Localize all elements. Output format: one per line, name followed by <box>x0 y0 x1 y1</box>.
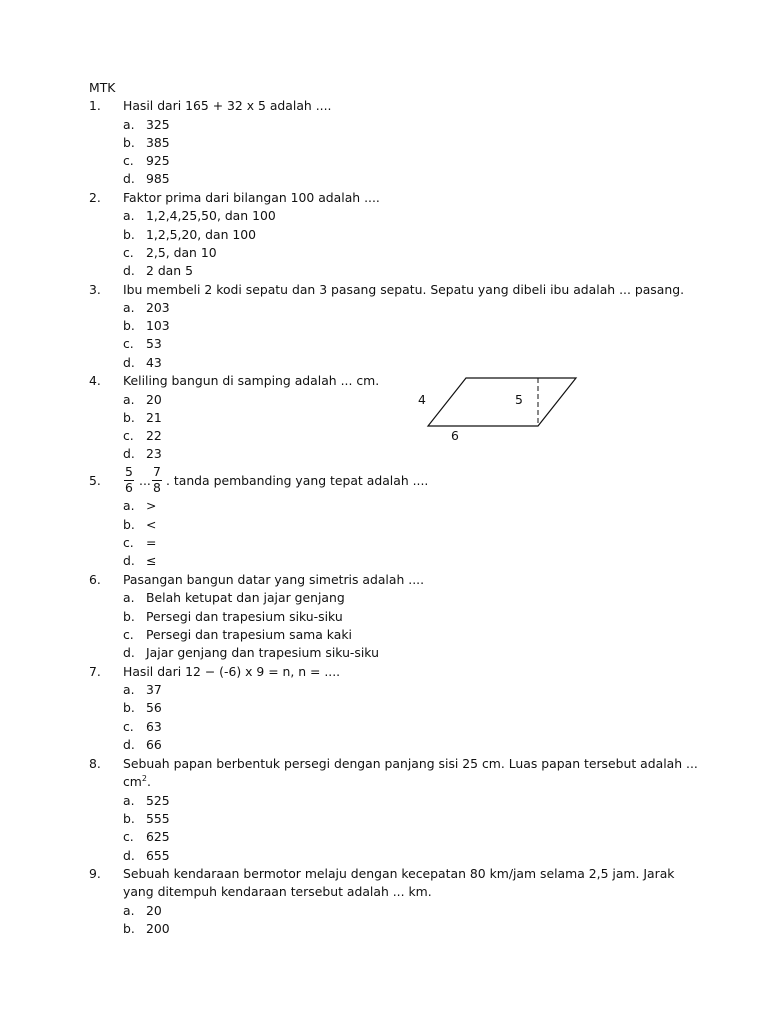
figure-base-label: 6 <box>451 428 459 443</box>
sentence-end: . <box>146 774 151 789</box>
option-letter: c. <box>123 829 134 844</box>
option-letter: d. <box>123 737 135 752</box>
option-text: 103 <box>146 318 170 333</box>
question-number: 4. <box>89 373 101 388</box>
figure-side-label: 4 <box>418 392 426 407</box>
option-text: 56 <box>146 700 162 715</box>
fraction-numerator: 5 <box>125 464 133 479</box>
option-text: Persegi dan trapesium siku-siku <box>146 609 343 624</box>
option-letter: d. <box>123 171 135 186</box>
option-text: 20 <box>146 903 162 918</box>
option-letter: a. <box>123 682 135 697</box>
option-letter: c. <box>123 719 134 734</box>
option-text: 925 <box>146 153 170 168</box>
option-text: 66 <box>146 737 162 752</box>
document-title: MTK <box>89 80 116 95</box>
option-letter: b. <box>123 410 135 425</box>
option-text: ≤ <box>146 553 157 568</box>
option-letter: b. <box>123 517 135 532</box>
option-letter: a. <box>123 208 135 223</box>
parallelogram-figure <box>420 370 580 430</box>
option-text: 655 <box>146 848 170 863</box>
option-letter: b. <box>123 318 135 333</box>
option-letter: b. <box>123 135 135 150</box>
option-text: > <box>146 498 157 513</box>
option-letter: d. <box>123 263 135 278</box>
option-text: 200 <box>146 921 170 936</box>
option-text: 63 <box>146 719 162 734</box>
option-text: 20 <box>146 392 162 407</box>
option-text: < <box>146 517 157 532</box>
fraction-denominator: 8 <box>153 480 161 495</box>
question-number: 7. <box>89 664 101 679</box>
fraction-numerator: 7 <box>153 464 161 479</box>
question-text-continuation: yang ditempuh kendaraan tersebut adalah ... km. <box>123 884 432 899</box>
question-text: Ibu membeli 2 kodi sepatu dan 3 pasang sepatu. Sepatu yang dibeli ibu adalah ... pasang. <box>123 282 685 297</box>
question-number: 1. <box>89 98 101 113</box>
question-text: Sebuah kendaraan bermotor melaju dengan kecepatan 80 km/jam selama 2,5 jam. Jarak <box>123 866 675 881</box>
option-letter: a. <box>123 300 135 315</box>
option-letter: b. <box>123 811 135 826</box>
option-text: 525 <box>146 793 170 808</box>
option-text: 1,2,5,20, dan 100 <box>146 227 257 242</box>
option-letter: c. <box>123 153 134 168</box>
question-number: 3. <box>89 282 101 297</box>
option-letter: a. <box>123 590 135 605</box>
option-letter: b. <box>123 921 135 936</box>
option-text: 21 <box>146 410 162 425</box>
option-text: 385 <box>146 135 170 150</box>
option-letter: c. <box>123 535 134 550</box>
option-letter: d. <box>123 355 135 370</box>
option-letter: a. <box>123 117 135 132</box>
option-letter: b. <box>123 227 135 242</box>
option-text: Persegi dan trapesium sama kaki <box>146 627 352 642</box>
option-text: Belah ketupat dan jajar genjang <box>146 590 345 605</box>
option-letter: d. <box>123 645 135 660</box>
question-number: 8. <box>89 756 101 771</box>
option-text: 625 <box>146 829 170 844</box>
option-letter: b. <box>123 700 135 715</box>
option-text: 43 <box>146 355 162 370</box>
option-letter: d. <box>123 553 135 568</box>
option-text: 325 <box>146 117 170 132</box>
option-letter: d. <box>123 848 135 863</box>
parallelogram-shape <box>428 378 576 426</box>
option-text: 37 <box>146 682 162 697</box>
option-text: 23 <box>146 446 162 461</box>
question-number: 6. <box>89 572 101 587</box>
unit-superscript: 2 <box>141 773 147 783</box>
option-text: 22 <box>146 428 162 443</box>
question-text: Hasil dari 165 + 32 x 5 adalah .... <box>123 98 332 113</box>
question-text-continuation <box>123 774 151 790</box>
question-text: Faktor prima dari bilangan 100 adalah .... <box>123 190 380 205</box>
option-letter: c. <box>123 627 134 642</box>
fraction-denominator: 6 <box>125 480 133 495</box>
comparison-dots: ... <box>139 473 151 488</box>
option-text: 985 <box>146 171 170 186</box>
question-number: 5. <box>89 473 101 488</box>
option-letter: a. <box>123 903 135 918</box>
unit-text: cm <box>123 774 142 789</box>
option-text: 2,5, dan 10 <box>146 245 217 260</box>
question-text: Keliling bangun di samping adalah ... cm. <box>123 373 380 388</box>
figure-height-label: 5 <box>515 392 523 407</box>
option-letter: a. <box>123 498 135 513</box>
option-letter: c. <box>123 428 134 443</box>
question-text: Sebuah papan berbentuk persegi dengan panjang sisi 25 cm. Luas papan tersebut adalah ... <box>123 756 698 771</box>
question-text: Hasil dari 12 − (-6) x 9 = n, n = .... <box>123 664 341 679</box>
question-number: 9. <box>89 866 101 881</box>
question-text: . tanda pembanding yang tepat adalah .... <box>166 473 429 488</box>
question-number: 2. <box>89 190 101 205</box>
option-letter: a. <box>123 392 135 407</box>
option-letter: a. <box>123 793 135 808</box>
option-text: 2 dan 5 <box>146 263 193 278</box>
option-text: 203 <box>146 300 170 315</box>
option-text: = <box>146 535 157 550</box>
option-letter: b. <box>123 609 135 624</box>
option-text: Jajar genjang dan trapesium siku-siku <box>146 645 379 660</box>
option-letter: c. <box>123 336 134 351</box>
option-text: 1,2,4,25,50, dan 100 <box>146 208 276 223</box>
option-letter: c. <box>123 245 134 260</box>
option-letter: d. <box>123 446 135 461</box>
option-text: 555 <box>146 811 170 826</box>
question-text: Pasangan bangun datar yang simetris adalah .... <box>123 572 425 587</box>
option-text: 53 <box>146 336 162 351</box>
